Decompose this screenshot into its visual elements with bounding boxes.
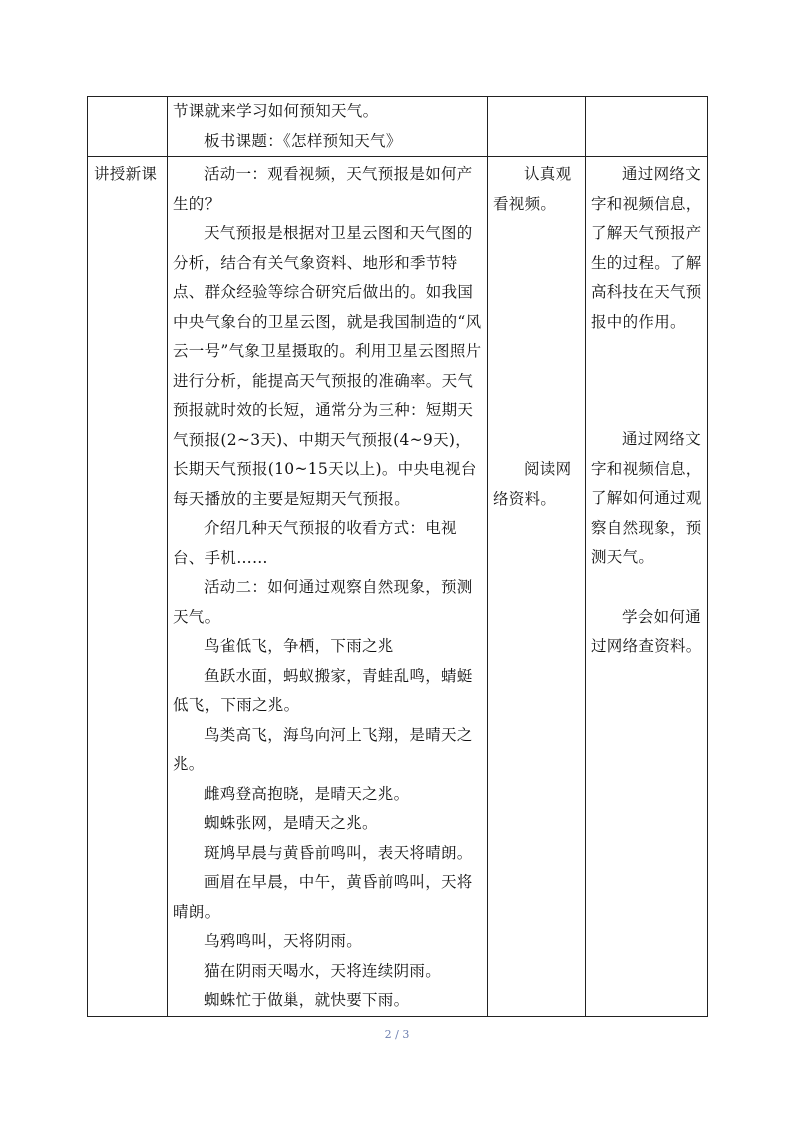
board-title-line: 板书课题：《怎样预知天气》 [204, 131, 402, 150]
proverb-line: 雌鸡登高抱晓，是晴天之兆。 [204, 784, 410, 803]
proverb-line: 鸟雀低飞，争栖，下雨之兆 [204, 637, 394, 655]
spacer [493, 219, 580, 455]
page-number: 2 / 3 [384, 1028, 410, 1041]
forecast-explanation: 天气预报是根据对卫星云图和天气图的分析，结合有关气象资料、地形和季节特点、群众经验等综合研究后做出的。如我国中央气象台的卫星云图，就是我国制造的“风云一号”气象卫星摄取的。利用卫星云图照片进行分析，能提高天气预报的准确率。天气预报就时效的长短，通常分为三种：短期天气预报(2~3天)、中期天气预报(4~9天)，长期天气预报(10~15天以上)。中央电视台每天播放的主要是短期天气预报。 [173, 224, 482, 508]
student-activity-item: 认真观看视频。 [493, 165, 572, 213]
proverb-line: 乌鸦鸣叫，天将阴雨。 [204, 932, 363, 950]
table-cell-empty [586, 97, 708, 157]
design-intent-item: 通过网络文字和视频信息，了解如何通过观察自然现象，预测天气。 [591, 430, 702, 566]
viewing-methods: 介绍几种天气预报的收看方式：电视台、手机…… [173, 519, 457, 567]
activity-two-heading: 活动二：如何通过观察自然现象，预测天气。 [173, 578, 473, 626]
proverb-line: 蜘蛛张网，是晴天之兆。 [204, 814, 378, 832]
proverb-line: 蜘蛛忙于做巢，就快要下雨。 [204, 991, 410, 1009]
table-cell-empty [488, 97, 586, 157]
proverb-line: 斑鸠早晨与黄昏前鸣叫，表天将晴朗。 [204, 843, 473, 862]
design-intent-item: 通过网络文字和视频信息，了解天气预报产生的过程。了解高科技在天气预报中的作用。 [591, 165, 702, 331]
table-cell-intro [168, 97, 488, 157]
section-label-cell [88, 157, 168, 1017]
lesson-plan-table [87, 96, 708, 1017]
design-intent-cell [586, 157, 708, 1017]
proverb-line: 画眉在早晨，中午，黄昏前鸣叫，天将晴朗。 [173, 873, 473, 921]
table-cell-empty [88, 97, 168, 157]
student-activity-cell [488, 157, 586, 1017]
spacer [591, 573, 702, 603]
table-row [88, 157, 708, 1017]
section-label: 讲授新课 [94, 165, 158, 183]
activity-one-heading: 活动一：观看视频，天气预报是如何产生的？ [173, 165, 473, 213]
proverb-line: 鸟类高飞，海鸟向河上飞翔，是晴天之兆。 [173, 725, 473, 773]
intro-line: 节课就来学习如何预知天气。 [173, 102, 379, 120]
student-activity-item: 阅读网络资料。 [493, 460, 572, 508]
teaching-content-cell [168, 157, 488, 1017]
proverb-line: 鱼跃水面，蚂蚁搬家，青蛙乱鸣，蜻蜓低飞，下雨之兆。 [173, 666, 473, 714]
spacer [591, 337, 702, 425]
table-row [88, 97, 708, 157]
design-intent-item: 学会如何通过网络查资料。 [591, 607, 702, 655]
proverb-line: 猫在阴雨天喝水，天将连续阴雨。 [204, 961, 442, 980]
